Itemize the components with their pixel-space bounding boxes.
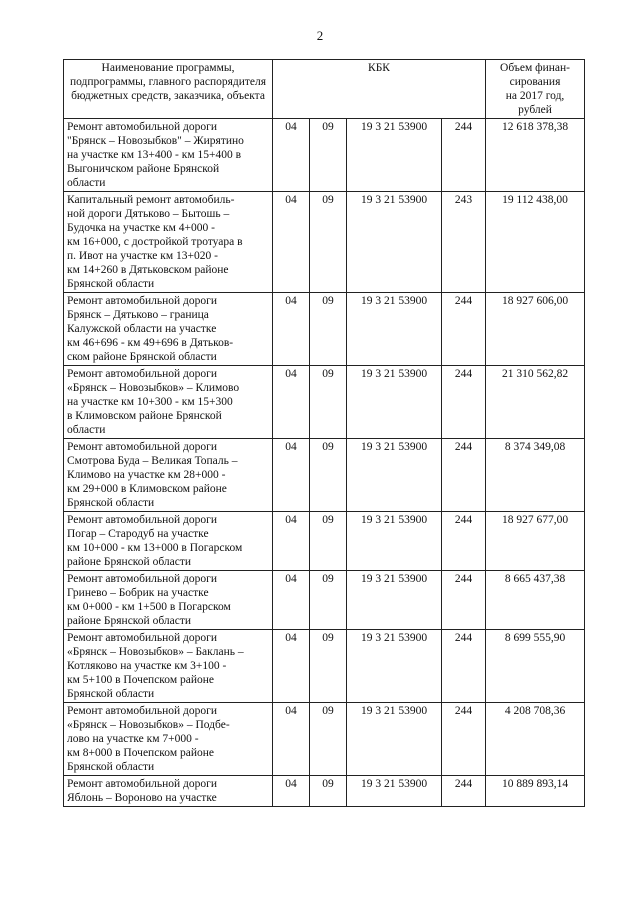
cell-target-article: 19 3 21 53900 [347,119,442,192]
table-row [64,439,585,512]
cell-target-article: 19 3 21 53900 [347,366,442,439]
cell-section: 04 [273,293,310,366]
page-number: 2 [316,28,324,43]
cell-target-article: 19 3 21 53900 [347,776,442,807]
cell-amount: 8 374 349,08 [486,439,585,512]
cell-section: 04 [273,366,310,439]
cell-section: 04 [273,703,310,776]
cell-expense-type: 244 [442,571,486,630]
cell-section: 04 [273,630,310,703]
cell-amount: 4 208 708,36 [486,703,585,776]
cell-subsection: 09 [310,293,347,366]
table-header-row [64,60,585,119]
cell-subsection: 09 [310,571,347,630]
table-row [64,366,585,439]
cell-subsection: 09 [310,703,347,776]
cell-amount: 12 618 378,38 [486,119,585,192]
cell-target-article: 19 3 21 53900 [347,630,442,703]
cell-subsection: 09 [310,439,347,512]
cell-amount: 19 112 438,00 [486,192,585,293]
cell-expense-type: 244 [442,703,486,776]
cell-expense-type: 244 [442,366,486,439]
budget-table [63,59,585,807]
cell-target-article: 19 3 21 53900 [347,571,442,630]
cell-amount: 8 699 555,90 [486,630,585,703]
table-row [64,119,585,192]
cell-name: Ремонт автомобильной дороги Яблонь – Вороново на участке [64,776,273,807]
cell-expense-type: 243 [442,192,486,293]
header-amount-text: Объем финан- сирования на 2017 год, рублей [500,62,570,116]
table-row [64,776,585,807]
cell-target-article: 19 3 21 53900 [347,192,442,293]
cell-target-article: 19 3 21 53900 [347,512,442,571]
cell-name: Ремонт автомобильной дороги Брянск – Дятьково – граница Калужской области на участке км 46+696 - км 49+696 в Дятьков- ском районе Брянской области [64,293,273,366]
cell-expense-type: 244 [442,512,486,571]
header-kbk: КБК [273,60,486,119]
cell-subsection: 09 [310,512,347,571]
cell-target-article: 19 3 21 53900 [347,439,442,512]
cell-target-article: 19 3 21 53900 [347,703,442,776]
table-row [64,630,585,703]
cell-name: Ремонт автомобильной дороги "Брянск – Новозыбков" – Жирятино на участке км 13+400 - км 15+400 в Выгоничском районе Брянской области [64,119,273,192]
cell-expense-type: 244 [442,119,486,192]
cell-name: Капитальный ремонт автомобиль- ной дороги Дятьково – Бытошь – Будочка на участке км 4+000 - км 16+000, с достройкой тротуара в п. Ивот на участке км 13+020 - км 14+260 в Дятьковском районе Брянской области [64,192,273,293]
header-amount [486,60,585,119]
cell-subsection: 09 [310,119,347,192]
cell-name: Ремонт автомобильной дороги «Брянск – Новозыбков» – Баклань – Котляково на участке км 3+100 - км 5+100 в Почепском районе Брянской области [64,630,273,703]
cell-expense-type: 244 [442,776,486,807]
cell-expense-type: 244 [442,630,486,703]
cell-subsection: 09 [310,776,347,807]
header-name: Наименование программы, подпрограммы, главного распорядителя бюджетных средств, заказчика, объекта [64,60,273,119]
cell-expense-type: 244 [442,439,486,512]
cell-amount: 10 889 893,14 [486,776,585,807]
cell-amount: 18 927 606,00 [486,293,585,366]
cell-amount: 18 927 677,00 [486,512,585,571]
cell-amount: 8 665 437,38 [486,571,585,630]
cell-name: Ремонт автомобильной дороги Погар – Стародуб на участке км 10+000 - км 13+000 в Погарском районе Брянской области [64,512,273,571]
cell-section: 04 [273,439,310,512]
cell-subsection: 09 [310,192,347,293]
cell-expense-type: 244 [442,293,486,366]
cell-section: 04 [273,192,310,293]
table-row [64,293,585,366]
cell-subsection: 09 [310,630,347,703]
cell-name: Ремонт автомобильной дороги Смотрова Буда – Великая Топаль – Климово на участке км 28+000 - км 29+000 в Климовском районе Брянской области [64,439,273,512]
cell-amount: 21 310 562,82 [486,366,585,439]
cell-subsection: 09 [310,366,347,439]
table-row [64,192,585,293]
cell-section: 04 [273,776,310,807]
cell-name: Ремонт автомобильной дороги «Брянск – Новозыбков» – Климово на участке км 10+300 - км 15+300 в Климовском районе Брянской области [64,366,273,439]
table-row [64,512,585,571]
cell-section: 04 [273,571,310,630]
cell-section: 04 [273,512,310,571]
cell-target-article: 19 3 21 53900 [347,293,442,366]
cell-section: 04 [273,119,310,192]
cell-name: Ремонт автомобильной дороги Гринево – Бобрик на участке км 0+000 - км 1+500 в Погарском районе Брянской области [64,571,273,630]
table-row [64,571,585,630]
cell-name: Ремонт автомобильной дороги «Брянск – Новозыбков» – Подбе- лово на участке км 7+000 - км 8+000 в Почепском районе Брянской области [64,703,273,776]
table-row [64,703,585,776]
